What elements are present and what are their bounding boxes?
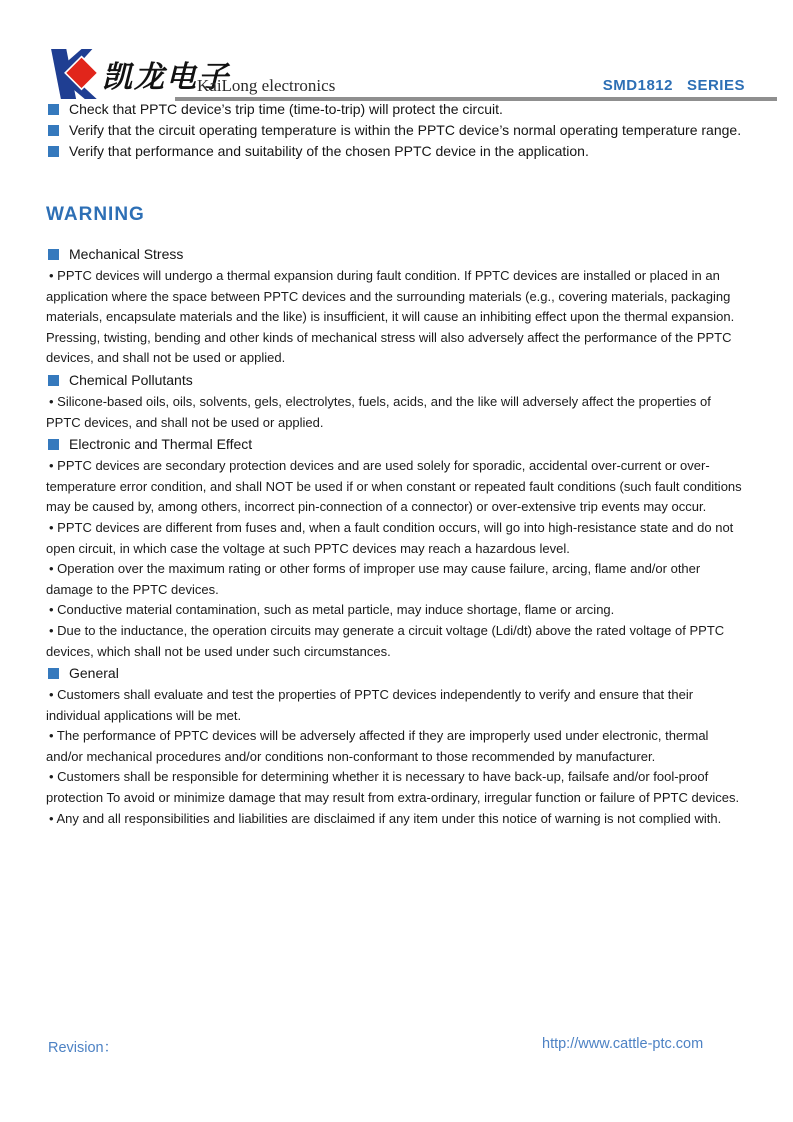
warning-paragraph: • PPTC devices will undergo a thermal expansion during fault condition. If PPTC devices are installed or placed in an application where the space between PPTC devices and the surrounding materials (e.g., covering materials, packaging materials, encapsulate materials and the like) is insufficient, it will cause an inhibiting effect upon the thermal expansion. Pressing, twisting, bending and other kinds of mechanical stress will also adversely affect the performance of the PPTC devices, and shall not be used or applied. [46, 268, 735, 366]
square-bullet-icon [48, 668, 59, 679]
section-heading-general [46, 663, 748, 684]
precaution-checklist [46, 99, 760, 162]
warning-paragraph: • Conductive material contamination, such as metal particle, may induce shortage, flame or arcing. [49, 602, 615, 618]
section-heading-text: Chemical Pollutants [69, 371, 193, 388]
warning-paragraph: • Customers shall be responsible for determining whether it is necessary to have back-up, failsafe and/or fool-proof protection To avoid or minimize damage that may result from extra-ordinary, irregular function or failure of PPTC devices. [46, 769, 740, 806]
warning-paragraph: • Operation over the maximum rating or other forms of improper use may cause failure, arcing, flame and/or other damage to the PPTC devices. [46, 561, 701, 597]
section-heading-text: General [69, 665, 119, 682]
warning-heading: WARNING [46, 204, 145, 225]
square-bullet-icon [48, 104, 59, 115]
warning-paragraph: • Due to the inductance, the operation circuits may generate a circuit voltage (Ldi/dt) above the rated voltage of PPTC devices, which shall not be used under such circumstances. [46, 622, 725, 659]
square-bullet-icon [48, 249, 59, 260]
warning-paragraph: • The performance of PPTC devices will be adversely affected if they are improperly used under electronic, thermal and/or mechanical procedures and/or conditions non-conformant to those recommended by manufacturer. [46, 728, 709, 764]
section-heading-text: Electronic and Thermal Effect [69, 436, 253, 453]
checklist-item-text: Verify that performance and suitability of the chosen PPTC device in the application. [69, 143, 589, 159]
checklist-item [46, 120, 760, 141]
warning-paragraph: • PPTC devices are secondary protection devices and are used solely for sporadic, accidental over-current or over-temperature error condition, and shall NOT be used if or when constant or repeated fault conditions (such fault conditions may be caused by, among others, incorrect pin-connection of a connector) or over-extensive trip events may occur. [46, 458, 742, 515]
checklist-item [46, 141, 760, 162]
warning-body [46, 243, 748, 829]
website-link[interactable]: http://www.cattle-ptc.com [542, 1036, 704, 1052]
checklist-item-text: Verify that the circuit operating temperature is within the PPTC device’s normal operating temperature range. [69, 122, 742, 138]
kailong-logo-icon [46, 49, 104, 99]
square-bullet-icon [48, 375, 59, 386]
warning-paragraph: • Any and all responsibilities and liabilities are disclaimed if any item under this notice of warning is not complied with. [49, 810, 722, 826]
warning-paragraph: • Silicone-based oils, oils, solvents, gels, electrolytes, fuels, acids, and the like will adversely affect the properties of PPTC devices, and shall not be used or applied. [46, 393, 711, 430]
series-title: SMD1812 SERIES [602, 77, 745, 94]
square-bullet-icon [48, 125, 59, 136]
square-bullet-icon [48, 439, 59, 450]
section-heading-text: Mechanical Stress [69, 246, 184, 262]
brand-name-chinese: 凯龙电子 [102, 60, 230, 95]
section-heading-electronic-thermal-effect [46, 434, 748, 455]
brand-name-english: KaiLong electronics [197, 76, 336, 95]
revision-label: Revision： [48, 1040, 119, 1056]
checklist-item-text: Check that PPTC device’s trip time (time-to-trip) will protect the circuit. [69, 101, 503, 117]
checklist-item [46, 99, 760, 120]
square-bullet-icon [48, 146, 59, 157]
section-heading-mechanical-stress [46, 244, 748, 265]
section-heading-chemical-pollutants [46, 370, 748, 391]
warning-paragraph: • Customers shall evaluate and test the properties of PPTC devices independently to verify and ensure that their individual applications will be met. [46, 687, 694, 723]
warning-paragraph: • PPTC devices are different from fuses and, when a fault condition occurs, will go into high-resistance state and do not open circuit, in which case the voltage at such PPTC devices may reach a hazardous level. [46, 519, 734, 556]
